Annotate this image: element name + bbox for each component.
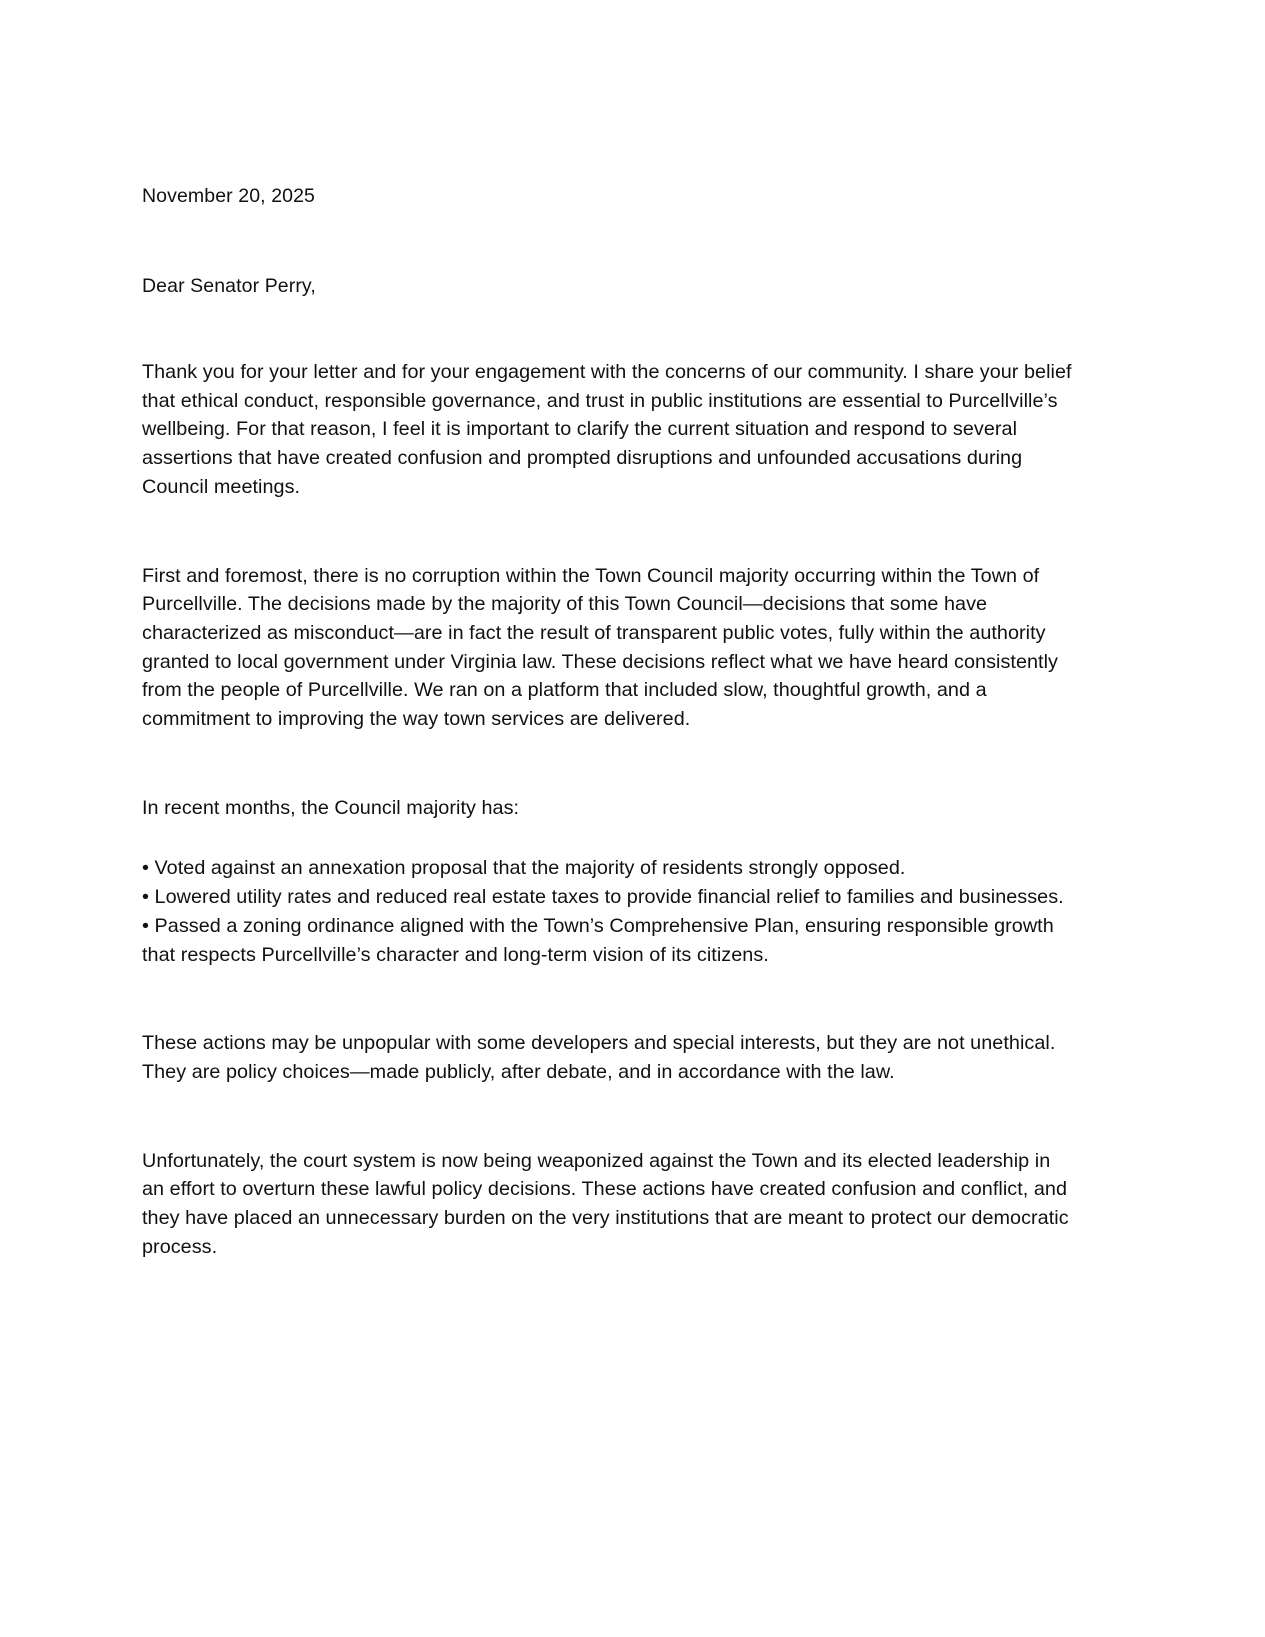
letter-content xyxy=(142,358,1072,1261)
letter-salutation: Dear Senator Perry, xyxy=(142,275,316,297)
list-item-text: Voted against an annexation proposal that the majority of residents strongly opposed. xyxy=(154,857,906,880)
paragraph-list-intro: In recent months, the Council majority has: xyxy=(142,796,520,819)
paragraph-no-corruption: First and foremost, there is no corruption within the Town Council majority occurring within the Town of Purcellville. The decisions made by the majority of this Town Council—decisions that some have characterized as misconduct—are in fact the result of transparent public votes, fully within the authority granted to local government under Virginia law. These decisions reflect what we have heard consistently from the people of Purcellville. We ran on a platform that included slow, thoughtful growth, and a commitment to improving the way town services are delivered. xyxy=(142,564,1058,731)
bullet-marker-icon: • xyxy=(142,914,149,937)
list-item xyxy=(142,912,1072,969)
paragraph-policy-choices: These actions may be unpopular with some developers and special interests, but they are not unethical. They are policy choices—made publicly, after debate, and in accordance with the law. xyxy=(142,1032,1056,1083)
letter-date: November 20, 2025 xyxy=(142,185,315,207)
list-item xyxy=(142,883,1072,912)
list-item xyxy=(142,854,1072,883)
list-item-text: Passed a zoning ordinance aligned with the Town’s Comprehensive Plan, ensuring responsible growth that respects Purcellville’s character and long-term vision of its citizens. xyxy=(142,914,1054,966)
bullet-marker-icon: • xyxy=(142,857,149,880)
letter-body xyxy=(142,182,1072,1321)
council-actions-list xyxy=(142,854,1072,969)
list-item-text: Lowered utility rates and reduced real estate taxes to provide financial relief to families and businesses. xyxy=(154,886,1064,909)
bullet-marker-icon: • xyxy=(142,886,149,909)
paragraph-opening: Thank you for your letter and for your engagement with the concerns of our community. I share your belief that ethical conduct, responsible governance, and trust in public institutions are essential to Purcellville’s wellbeing. For that reason, I feel it is important to clarify the current situation and respond to several assertions that have created confusion and prompted disruptions and unfounded accusations during Council meetings. xyxy=(142,361,1072,498)
paragraph-court-system: Unfortunately, the court system is now being weaponized against the Town and its elected leadership in an effort to overturn these lawful policy decisions. These actions have created confusion and conflict, and they have placed an unnecessary burden on the very institutions that are meant to protect our democratic process. xyxy=(142,1149,1069,1258)
